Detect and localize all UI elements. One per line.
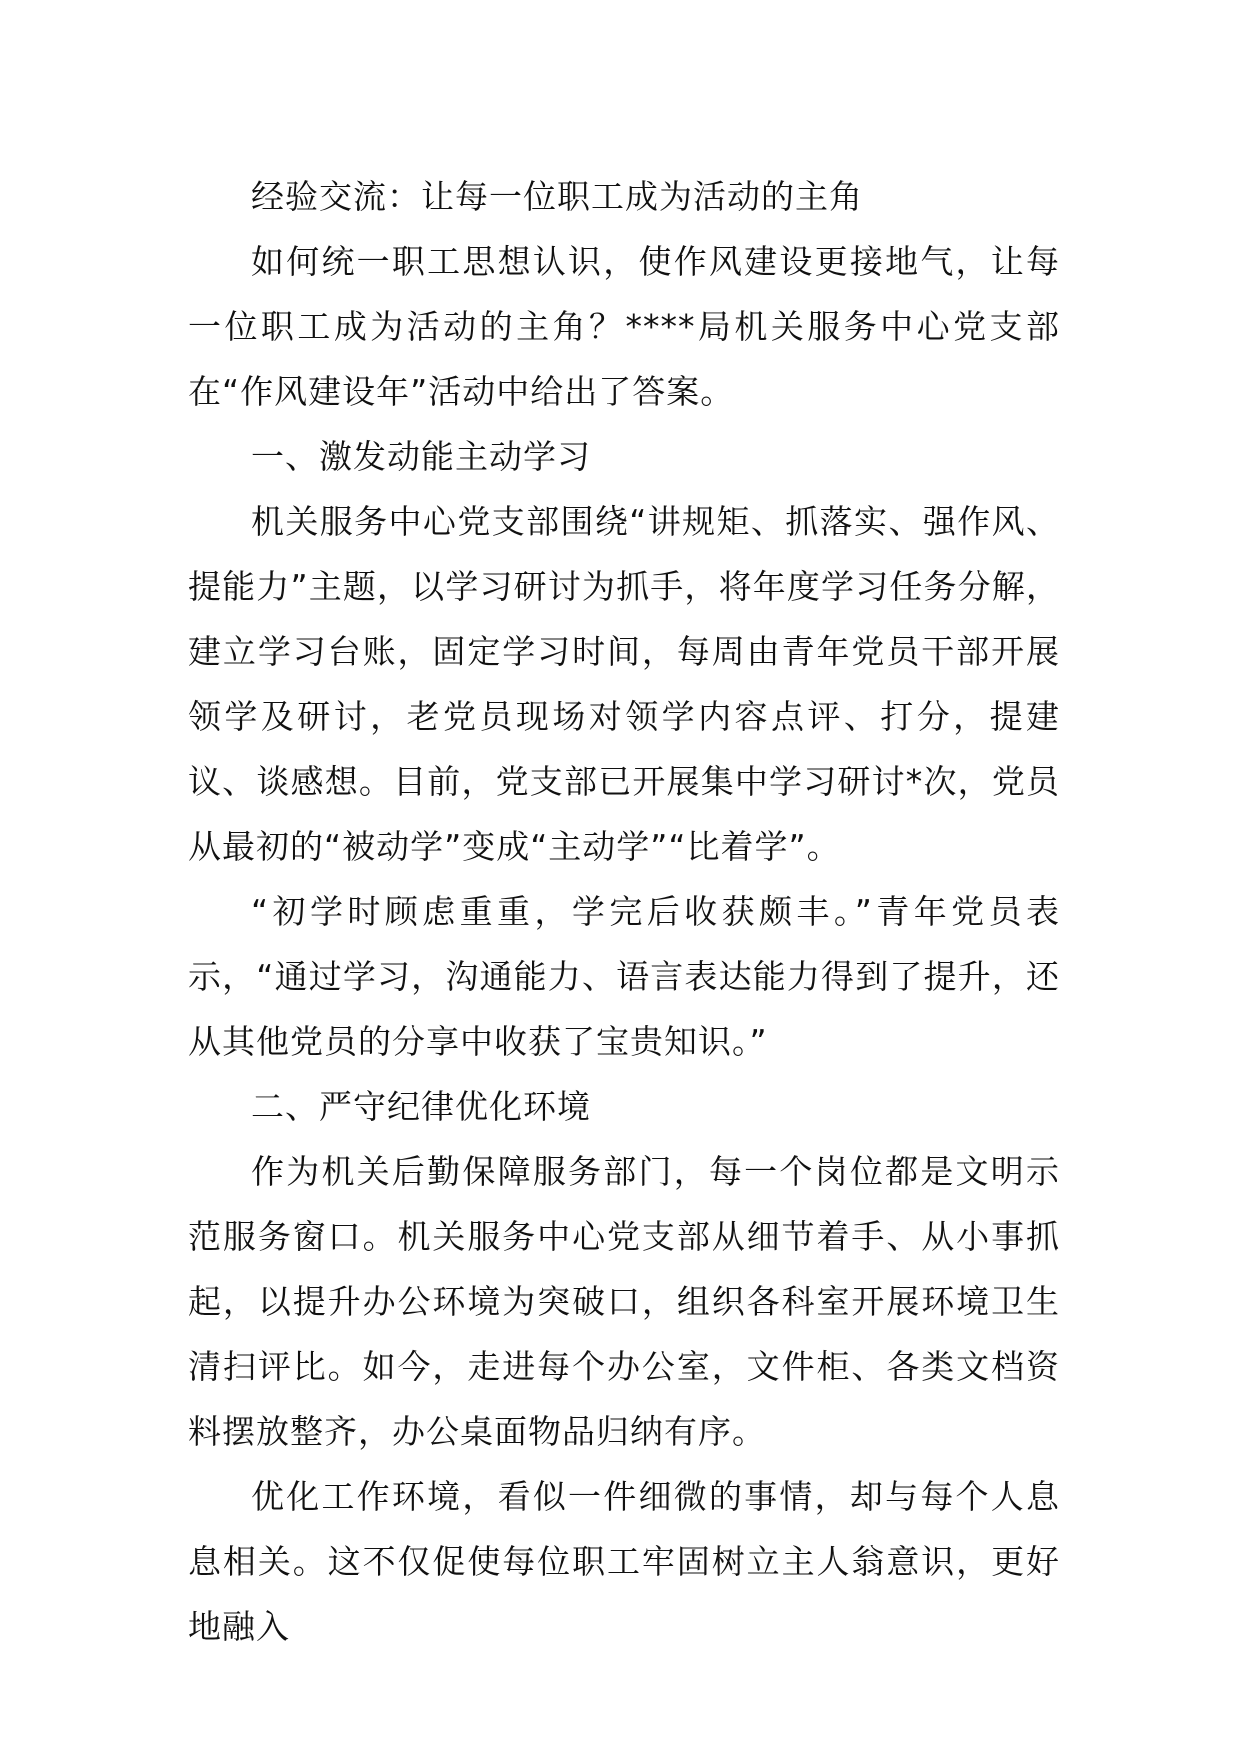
document-title: 经验交流：让每一位职工成为活动的主角	[251, 177, 863, 216]
section-heading-1: 一、激发动能主动学习	[251, 437, 591, 476]
paragraph-quote: “初学时顾虑重重，学完后收获颇丰。”青年党员表示，“通过学习，沟通能力、语言表达能力得到了提升，还从其他党员的分享中收获了宝贵知识。”	[188, 892, 1060, 1061]
paragraph-study: 机关服务中心党支部围绕“讲规矩、抓落实、强作风、提能力”主题，以学习研讨为抓手，将年度学习任务分解，建立学习台账，固定学习时间，每周由青年党员干部开展领学及研讨，老党员现场对领学内容点评、打分，提建议、谈感想。目前，党支部已开展集中学习研讨*次，党员从最初的“被动学”变成“主动学”“比着学”。	[188, 502, 1060, 866]
paragraph-optimize: 优化工作环境，看似一件细微的事情，却与每个人息息相关。这不仅促使每位职工牢固树立主人翁意识，更好地融入	[188, 1477, 1060, 1646]
paragraph-environment: 作为机关后勤保障服务部门，每一个岗位都是文明示范服务窗口。机关服务中心党支部从细节着手、从小事抓起，以提升办公环境为突破口，组织各科室开展环境卫生清扫评比。如今，走进每个办公室，文件柜、各类文档资料摆放整齐，办公桌面物品归纳有序。	[188, 1152, 1060, 1451]
document-body	[188, 164, 1060, 1659]
section-heading-2: 二、严守纪律优化环境	[251, 1087, 591, 1126]
paragraph-intro: 如何统一职工思想认识，使作风建设更接地气，让每一位职工成为活动的主角？****局机关服务中心党支部在“作风建设年”活动中给出了答案。	[188, 242, 1060, 411]
